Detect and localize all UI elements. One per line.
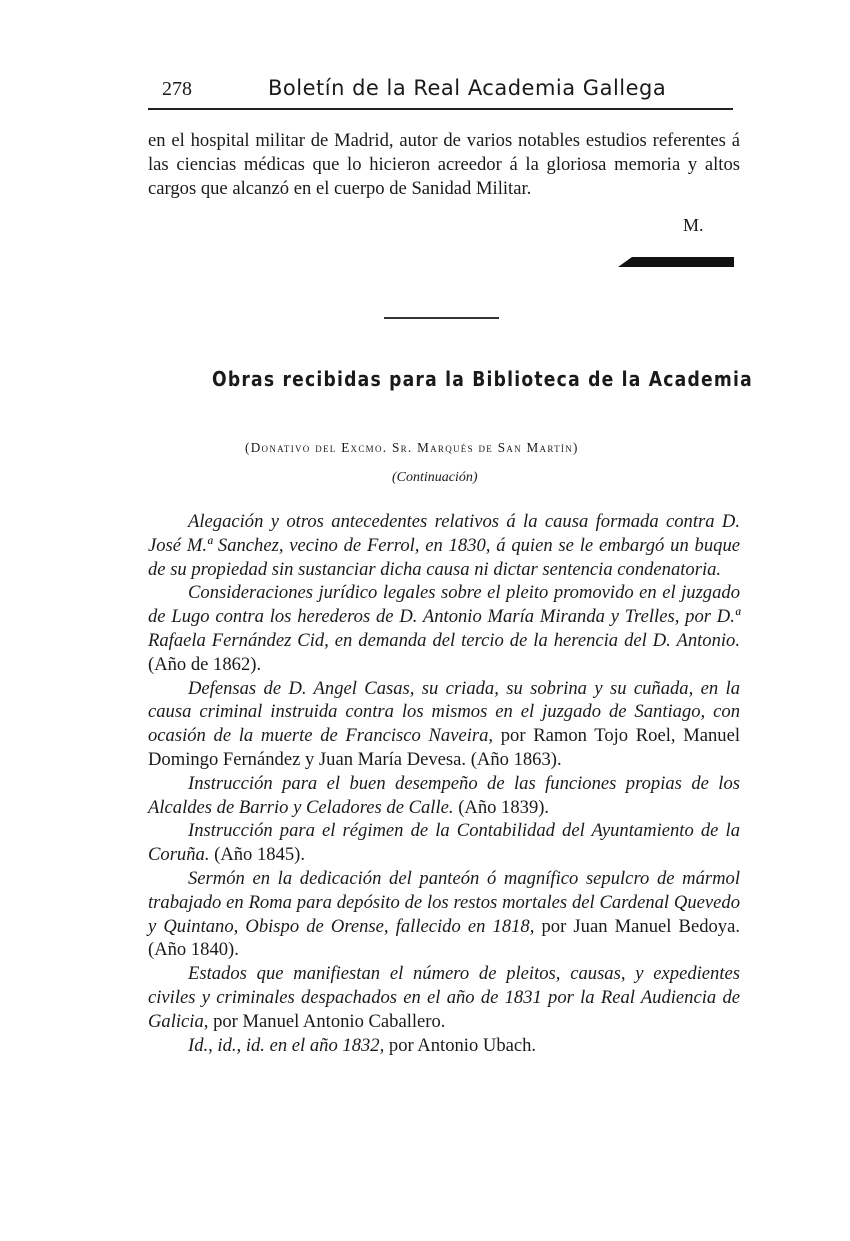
end-ornament — [618, 255, 734, 267]
list-item — [148, 867, 740, 962]
running-head — [148, 78, 733, 108]
entry-title: Sermón en la dedicación del panteón ó magnífico sepulcro de mármol trabajado en Roma para depósito de los restos mortales del Cardenal Quevedo y Quintano, Obispo de Orense, fallecido en 1818, — [148, 867, 740, 937]
section-divider — [384, 317, 499, 319]
entry-title: Instrucción para el buen desempeño de las funciones propias de los Alcaldes de Barrio y Celadores de Calle. — [148, 772, 740, 818]
list-item — [148, 819, 740, 867]
entry-details: (Año de 1862). — [148, 653, 262, 675]
entry-title: Consideraciones jurídico legales sobre el pleito promovido en el juzgado de Lugo contra los herederos de D. Antonio María Miranda y Trelles, por D.ª Rafaela Fernández Cid, en demanda del tercio de la herencia del D. Antonio. — [148, 582, 740, 651]
list-item — [148, 1034, 740, 1058]
entry-details: por Juan Manuel Bedoya. (Año 1840). — [148, 915, 740, 961]
entry-title: Id., id., id. en el año 1832, — [188, 1034, 385, 1056]
list-item — [148, 677, 740, 772]
header-rule — [148, 108, 733, 110]
page-number: 278 — [162, 78, 192, 100]
entry-details: por Manuel Antonio Caballero. — [208, 1010, 446, 1032]
intro-paragraph: en el hospital militar de Madrid, autor de varios notables estudios referentes á las ciencias médicas que lo hicieron acreedor á la gloriosa memoria y altos cargos que alcanzó en el cuerpo de Sanidad Militar. — [148, 130, 740, 200]
entry-title: Estados que manifiestan el número de pleitos, causas, y expedientes civiles y criminales despachados en el año de 1831 por la Real Audiencia de Galicia, — [148, 963, 740, 1032]
entry-details: por Ramon Tojo Roel, Manuel Domingo Fernández y Juan María Devesa. (Año 1863). — [148, 725, 740, 770]
donation-note: (Donativo del Excmo. Sr. Marqués de San Martín) — [245, 440, 579, 455]
list-item — [148, 772, 740, 820]
list-item — [148, 581, 740, 676]
entry-title: Alegación y otros antecedentes relativos á la causa formada contra D. José M.ª Sanchez, vecino de Ferrol, en 1830, á quien se le embargó un buque de su propiedad sin sustanciar dicha causa ni dictar sentencia condenatoria. — [148, 511, 740, 580]
list-item — [148, 962, 740, 1033]
entry-title: Defensas de D. Angel Casas, su criada, su sobrina y su cuñada, en la causa criminal instruida contra los mismos en el juzgado de Santiago, con ocasión de la muerte de Francisco Naveira, — [148, 677, 740, 747]
author-signature: M. — [683, 215, 704, 235]
list-item — [148, 510, 740, 581]
entry-title: Instrucción para el régimen de la Contabilidad del Ayuntamiento de la Coruña. — [148, 820, 740, 866]
continuation-note: (Continuación) — [392, 470, 478, 485]
entries-list — [148, 510, 740, 1057]
entry-details: (Año 1839). — [453, 796, 550, 818]
entry-details: por Antonio Ubach. — [384, 1034, 537, 1056]
journal-title: Boletín de la Real Academia Gallega — [268, 76, 667, 100]
section-title: Obras recibidas para la Biblioteca de la Academia — [212, 367, 753, 391]
entry-details: (Año 1845). — [209, 844, 306, 866]
